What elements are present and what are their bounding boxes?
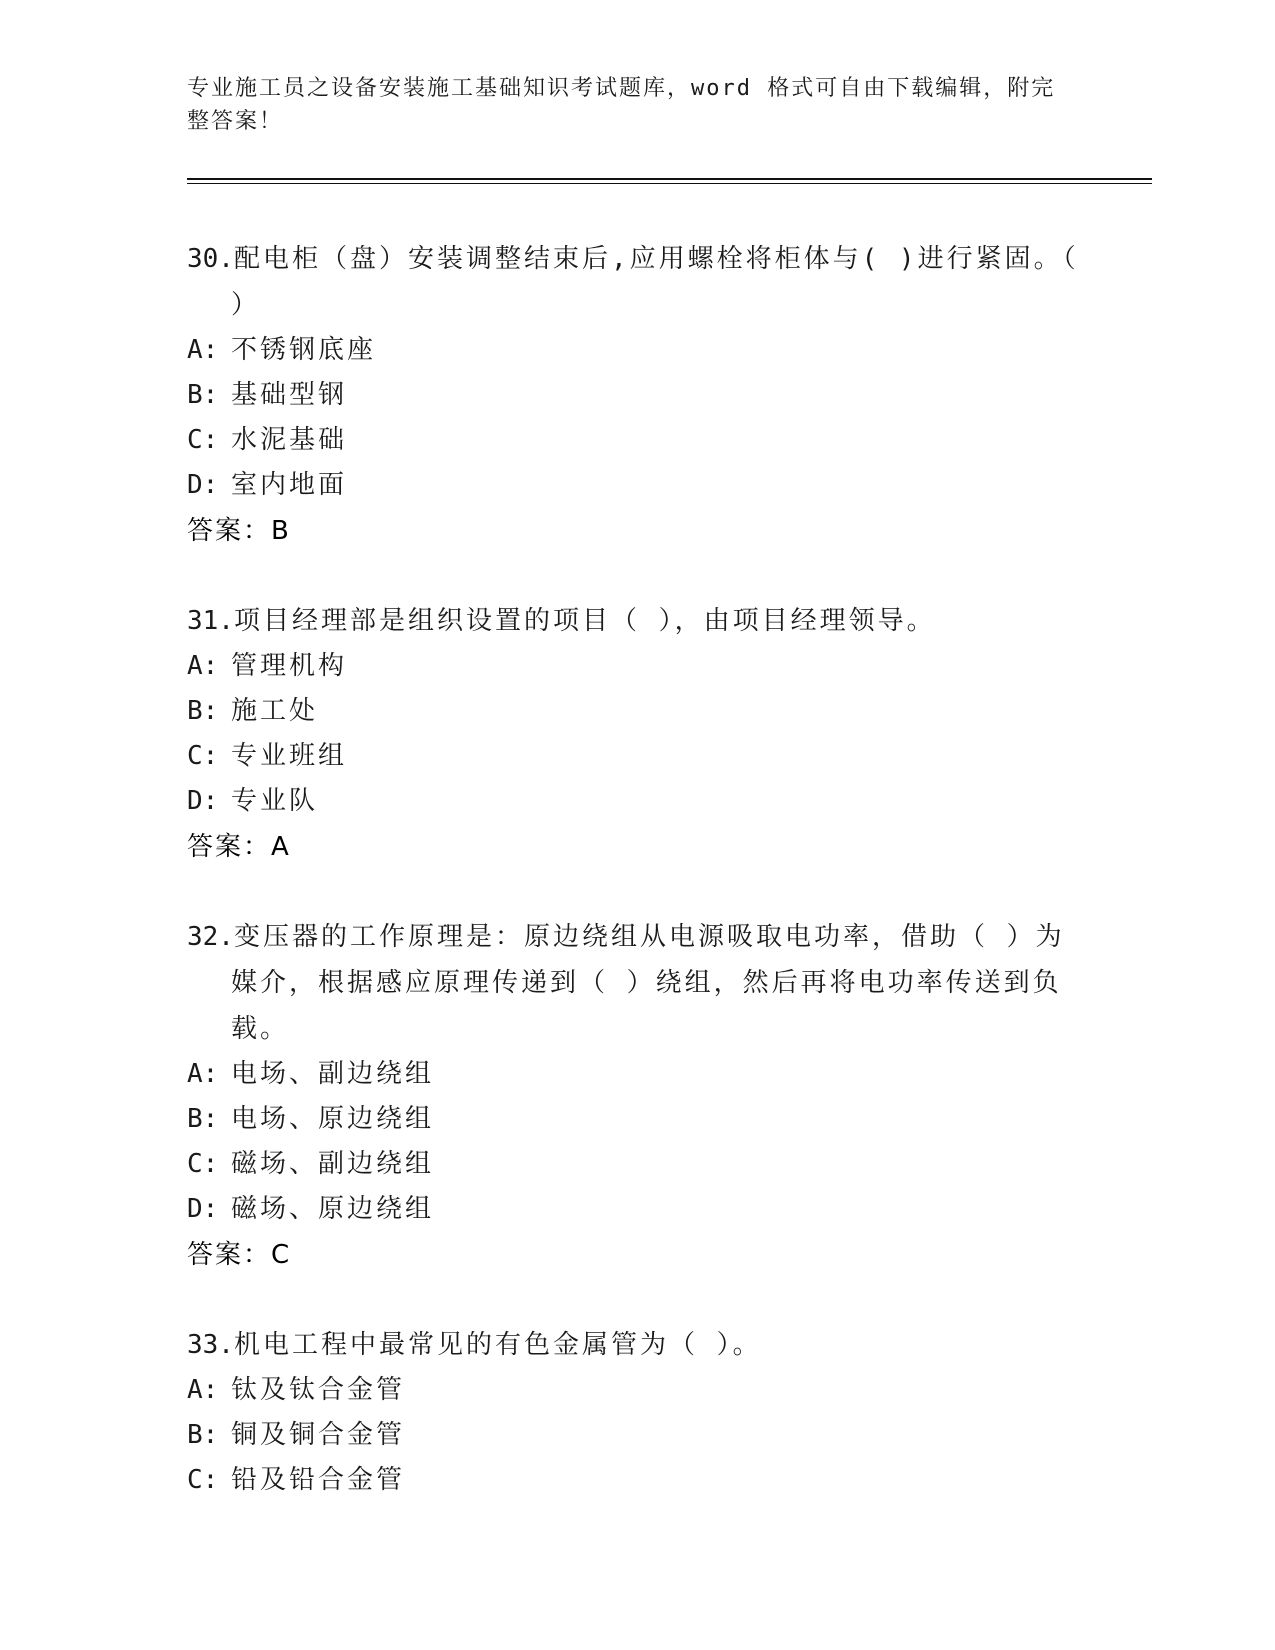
question-33	[187, 1322, 1087, 1503]
option-text: 磁场、副边绕组	[231, 1149, 435, 1179]
option-text: 磁场、原边绕组	[231, 1194, 435, 1224]
option-text: 施工处	[231, 696, 319, 726]
option-label: D:	[187, 786, 219, 816]
option-c	[187, 418, 1087, 463]
option-text: 铜及铜合金管	[231, 1420, 406, 1450]
option-label: C:	[187, 1465, 219, 1495]
question-number: 31.	[187, 606, 234, 636]
option-text: 管理机构	[231, 651, 348, 681]
option-text: 室内地面	[231, 470, 348, 500]
option-text: 基础型钢	[231, 380, 348, 410]
option-label: C:	[187, 425, 219, 455]
option-a	[187, 1052, 1087, 1097]
option-b	[187, 689, 1087, 734]
option-label: C:	[187, 1149, 219, 1179]
option-c	[187, 734, 1087, 779]
option-a	[187, 644, 1087, 689]
option-text: 电场、副边绕组	[231, 1059, 435, 1089]
question-32	[187, 914, 1087, 1278]
option-label: B:	[187, 380, 219, 410]
question-number: 33.	[187, 1330, 234, 1360]
option-a	[187, 328, 1087, 373]
answer-line: 答案：A	[187, 832, 291, 862]
question-number: 30.	[187, 244, 234, 274]
option-d	[187, 779, 1087, 824]
question-stem	[187, 1322, 1087, 1368]
document-header: 专业施工员之设备安装施工基础知识考试题库，word 格式可自由下载编辑，附完整答案！	[187, 76, 1056, 134]
option-label: B:	[187, 1104, 219, 1134]
option-text: 铅及铅合金管	[231, 1465, 406, 1495]
option-label: A:	[187, 1059, 219, 1089]
answer-line: 答案：C	[187, 1240, 292, 1270]
option-label: A:	[187, 651, 219, 681]
question-stem	[187, 598, 1087, 644]
option-label: B:	[187, 696, 219, 726]
option-c	[187, 1142, 1087, 1187]
option-b	[187, 1413, 1087, 1458]
option-b	[187, 1097, 1087, 1142]
question-text: 变压器的工作原理是：原边绕组从电源吸取电功率，借助（ ）为媒介，根据感应原理传递到（ ）绕组，然后再将电功率传送到负载。	[231, 922, 1065, 1044]
option-label: B:	[187, 1420, 219, 1450]
question-stem	[187, 914, 1087, 1052]
option-label: A:	[187, 335, 219, 365]
question-list	[187, 236, 1087, 1547]
option-text: 电场、原边绕组	[231, 1104, 435, 1134]
question-text: 项目经理部是组织设置的项目（ ），由项目经理领导。	[233, 606, 936, 636]
answer-line: 答案：B	[187, 516, 291, 546]
option-a	[187, 1368, 1087, 1413]
question-number: 32.	[187, 922, 234, 952]
option-label: A:	[187, 1375, 219, 1405]
header-divider-thin	[187, 183, 1152, 184]
option-text: 钛及钛合金管	[231, 1375, 406, 1405]
question-31	[187, 598, 1087, 870]
question-text: 机电工程中最常见的有色金属管为（ ）。	[233, 1330, 762, 1360]
header-divider-thick	[187, 178, 1152, 180]
question-text: 配电柜（盘）安装调整结束后,应用螺栓将柜体与( )进行紧固。（ ）	[231, 244, 1079, 320]
option-b	[187, 373, 1087, 418]
option-c	[187, 1458, 1087, 1503]
option-label: D:	[187, 1194, 219, 1224]
option-d	[187, 1187, 1087, 1232]
option-d	[187, 463, 1087, 508]
option-label: D:	[187, 470, 219, 500]
option-text: 专业班组	[231, 741, 348, 771]
option-text: 不锈钢底座	[231, 335, 377, 365]
option-text: 水泥基础	[231, 425, 348, 455]
option-text: 专业队	[231, 786, 319, 816]
option-label: C:	[187, 741, 219, 771]
question-30	[187, 236, 1087, 554]
question-stem	[187, 236, 1087, 328]
